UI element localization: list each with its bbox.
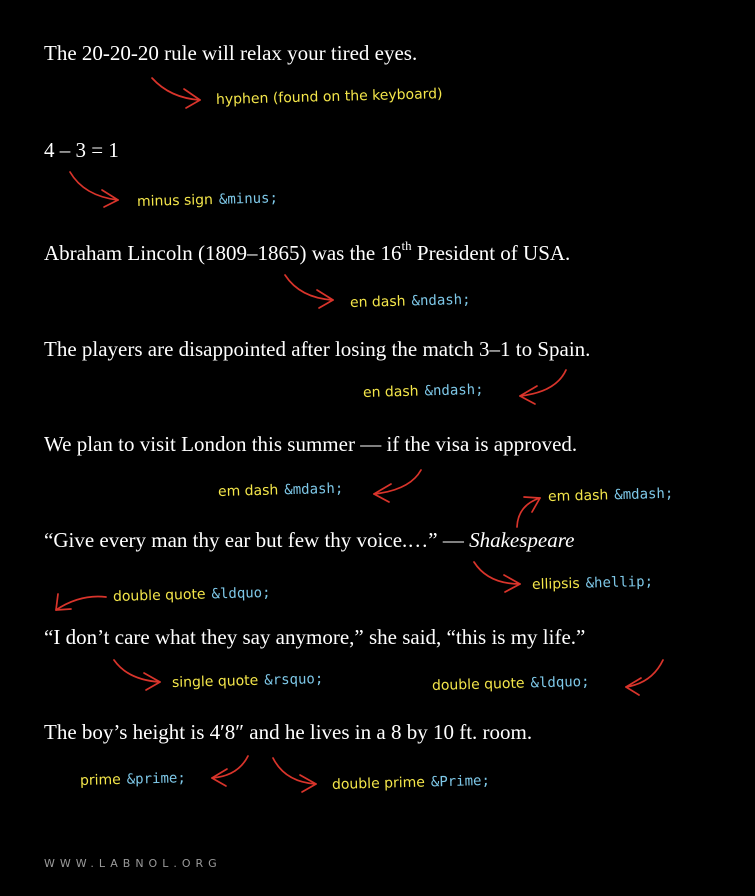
annotation-label: double quote [431, 675, 525, 694]
annotation-label: hyphen (found on the keyboard) [215, 86, 443, 108]
annotation-label: prime [79, 771, 121, 789]
arrow-prime-icon [212, 756, 248, 786]
annotation-code: &minus; [218, 190, 279, 208]
annotation-code: &mdash; [284, 480, 344, 499]
arrow-ellipsis-icon [474, 562, 520, 592]
sentence-ndash-score: The players are disappointed after losing the match 3–1 to Spain. [44, 337, 591, 361]
quote-text: “Give every man thy ear but few thy voice.…” — [44, 528, 470, 552]
sentence-hyphen: The 20-20-20 rule will relax your tired eyes. [44, 41, 418, 65]
annotation-code: &hellip; [585, 573, 654, 592]
arrow-minus-icon [70, 172, 118, 207]
sentence-text: Abraham Lincoln (1809–1865) was the 16 [44, 241, 402, 265]
annotation-label: double prime [331, 774, 426, 793]
arrow-rsquo-icon [114, 660, 160, 690]
annotation-code: &ndash; [411, 291, 471, 310]
annotation-code: &ldquo; [211, 584, 271, 603]
sentence-quotes: “I don’t care what they say anymore,” she said, “this is my life.” [44, 625, 586, 649]
arrow-mdash-1-icon [374, 470, 421, 502]
annotation-code: &ldquo; [530, 673, 590, 692]
annotation-code: &mdash; [614, 485, 674, 504]
annotation-label: em dash [547, 487, 609, 505]
sentence-mdash: We plan to visit London this summer — if the visa is approved. [44, 432, 578, 456]
annotation-code: &ndash; [424, 381, 484, 400]
ordinal-superscript: th [401, 238, 412, 253]
arrow-hyphen-icon [152, 78, 200, 108]
sentence-primes: The boy’s height is 4′8″ and he lives in a 8 by 10 ft. room. [44, 720, 533, 744]
annotation-code: &rsquo; [264, 671, 324, 689]
annotation-label: double quote [112, 586, 206, 605]
arrow-double-prime-icon [273, 758, 316, 792]
arrow-ldquo-2-icon [626, 660, 663, 695]
arrow-ndash-2-icon [520, 370, 566, 404]
quote-author: Shakespeare [469, 528, 575, 552]
annotation-code: &Prime; [430, 772, 491, 791]
annotation-label: en dash [362, 383, 419, 401]
annotation-label: single quote [171, 672, 259, 691]
arrow-mdash-2-icon [517, 497, 540, 527]
annotation-label: en dash [349, 293, 406, 311]
sentence-text: President of USA. [411, 241, 571, 265]
sentence-minus: 4 – 3 = 1 [44, 138, 119, 162]
annotation-label: minus sign [136, 192, 214, 210]
arrow-ldquo-1-icon [56, 594, 106, 610]
annotation-label: em dash [217, 482, 279, 500]
site-footer: WWW.LABNOL.ORG [44, 857, 222, 870]
annotation-code: &prime; [126, 770, 186, 788]
annotation-label: ellipsis [531, 575, 580, 593]
arrow-ndash-1-icon [285, 275, 333, 308]
